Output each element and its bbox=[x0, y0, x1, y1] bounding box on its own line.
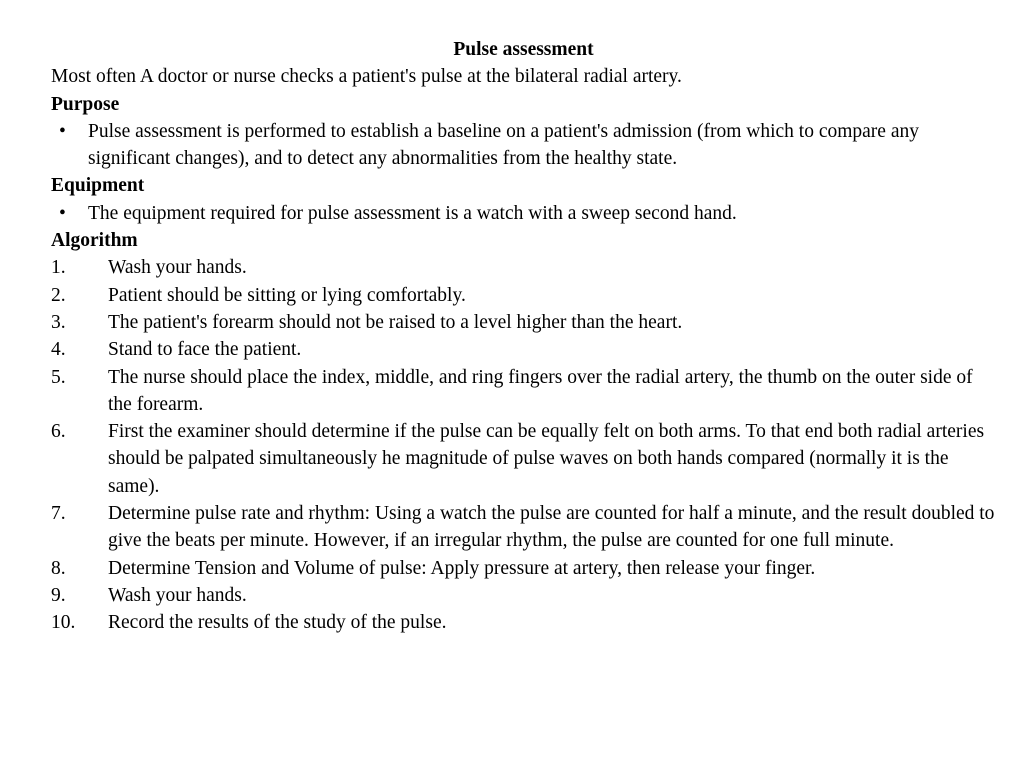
algorithm-step bbox=[51, 555, 996, 582]
algorithm-step bbox=[51, 282, 996, 309]
bullet-marker: • bbox=[59, 202, 66, 224]
algorithm-step bbox=[51, 336, 996, 363]
step-text: Determine pulse rate and rhythm: Using a watch the pulse are counted for half a minute, and the result doubled to give the beats per minute. However, if an irregular rhythm, the pulse are counted for one full minute. bbox=[108, 503, 995, 552]
step-number: 4. bbox=[51, 339, 66, 361]
algorithm-step bbox=[51, 582, 996, 609]
step-number: 9. bbox=[51, 584, 66, 606]
step-number: 1. bbox=[51, 257, 66, 279]
step-text: Wash your hands. bbox=[108, 584, 247, 606]
equipment-bullet-text: The equipment required for pulse assessment is a watch with a sweep second hand. bbox=[88, 202, 737, 224]
algorithm-heading: Algorithm bbox=[51, 230, 138, 252]
algorithm-step bbox=[51, 309, 996, 336]
page-title: Pulse assessment bbox=[453, 39, 594, 60]
algorithm-step bbox=[51, 500, 996, 555]
step-number: 10. bbox=[51, 612, 76, 634]
algorithm-step bbox=[51, 609, 996, 636]
equipment-heading: Equipment bbox=[51, 175, 145, 197]
step-number: 8. bbox=[51, 557, 66, 579]
step-text: The patient's forearm should not be raised to a level higher than the heart. bbox=[108, 311, 683, 333]
step-text: Wash your hands. bbox=[108, 257, 247, 279]
algorithm-step bbox=[51, 364, 996, 419]
step-number: 7. bbox=[51, 503, 66, 525]
purpose-bullet-text: Pulse assessment is performed to establish a baseline on a patient's admission (from which to compare any significant changes), and to detect any abnormalities from the healthy state. bbox=[88, 120, 919, 170]
step-text: Determine Tension and Volume of pulse: Apply pressure at artery, then release your finger. bbox=[108, 557, 816, 579]
step-text: Patient should be sitting or lying comfortably. bbox=[108, 284, 466, 306]
step-number: 2. bbox=[51, 284, 66, 306]
bullet-marker: • bbox=[59, 120, 66, 142]
algorithm-step bbox=[51, 418, 996, 500]
step-text: The nurse should place the index, middle, and ring fingers over the radial artery, the thumb on the outer side of the forearm. bbox=[108, 366, 973, 415]
purpose-heading: Purpose bbox=[51, 93, 120, 115]
step-text: First the examiner should determine if the pulse can be equally felt on both arms. To that end both radial arteries should be palpated simultaneously he magnitude of pulse waves on both hands compared (normally it is the same). bbox=[108, 421, 985, 497]
document bbox=[51, 36, 996, 637]
step-text: Record the results of the study of the pulse. bbox=[108, 612, 447, 634]
intro-paragraph: Most often A doctor or nurse checks a patient's pulse at the bilateral radial artery. bbox=[51, 66, 682, 88]
step-number: 5. bbox=[51, 366, 66, 388]
step-number: 6. bbox=[51, 421, 66, 443]
step-text: Stand to face the patient. bbox=[108, 339, 302, 361]
equipment-bullet bbox=[51, 200, 996, 227]
algorithm-step bbox=[51, 254, 996, 281]
step-number: 3. bbox=[51, 311, 66, 333]
purpose-bullet bbox=[51, 118, 996, 173]
